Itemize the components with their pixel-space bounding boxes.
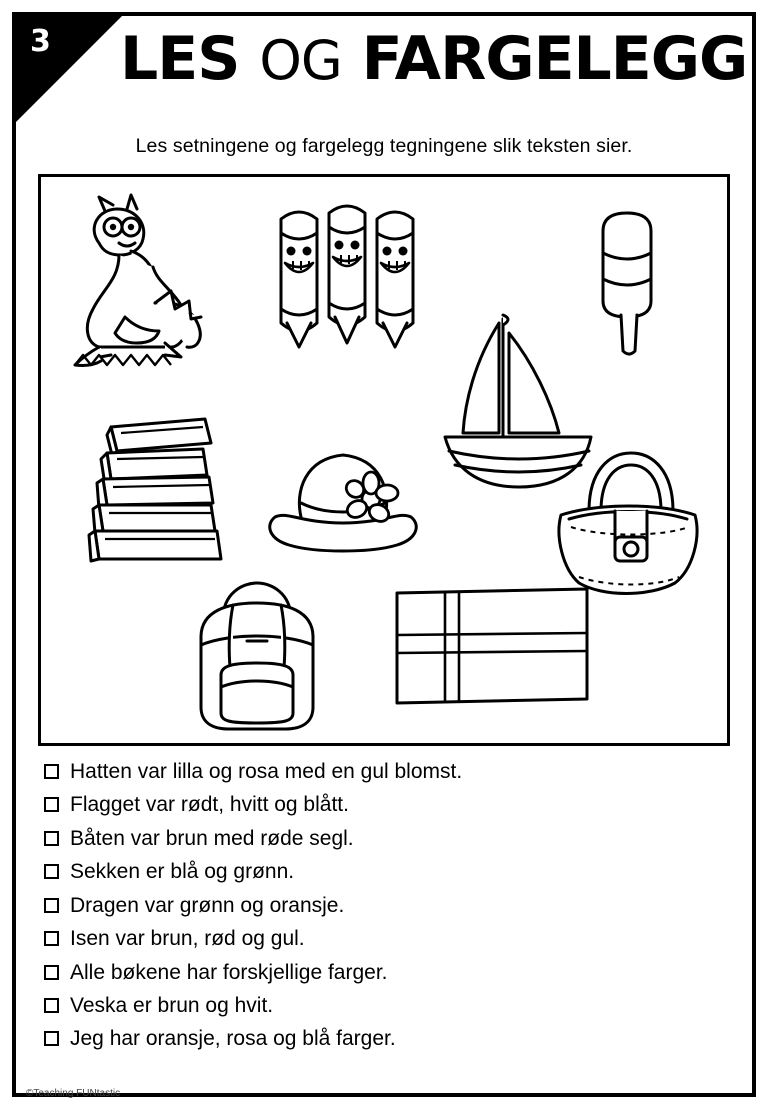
- sentence-text: Hatten var lilla og rosa med en gul blomst.: [70, 760, 463, 783]
- dragon-illustration: [69, 193, 219, 373]
- list-item[interactable]: [44, 858, 744, 886]
- sentence-list: [44, 758, 744, 1059]
- sentence-checkbox[interactable]: [44, 797, 59, 812]
- sentence-text: Sekken er blå og grønn.: [70, 860, 295, 884]
- sentence-text: Alle bøkene har forskjellige farger.: [70, 960, 388, 984]
- sentence-checkbox[interactable]: [44, 864, 59, 879]
- title-word-og: OG: [259, 29, 342, 92]
- title-word-les: LES: [120, 24, 240, 94]
- sentence-text: Isen var brun, rød og gul.: [70, 927, 305, 951]
- list-item[interactable]: [44, 791, 744, 819]
- page-title: [120, 24, 748, 94]
- sentence-checkbox[interactable]: [44, 898, 59, 913]
- sentence-checkbox[interactable]: [44, 764, 59, 779]
- sentence-text: Båten var brun med røde segl.: [70, 826, 354, 850]
- list-item[interactable]: [44, 892, 744, 920]
- copyright-footer: ©Teaching FUNtastic: [26, 1088, 121, 1099]
- flag-illustration: [389, 583, 595, 713]
- sentence-text: Flagget var rødt, hvitt og blått.: [70, 793, 349, 817]
- list-item[interactable]: [44, 925, 744, 953]
- instruction-text: Les setningene og fargelegg tegningene slik teksten sier.: [135, 135, 633, 157]
- handbag-illustration: [543, 441, 707, 605]
- backpack-illustration: [181, 575, 333, 739]
- sentence-text: Veska er brun og hvit.: [70, 993, 274, 1017]
- list-item[interactable]: [44, 959, 744, 987]
- sentence-text: Jeg har oransje, rosa og blå farger.: [70, 1027, 396, 1051]
- page-number: 3: [30, 24, 52, 59]
- hat-illustration: [259, 433, 427, 569]
- list-item[interactable]: [44, 992, 744, 1020]
- list-item[interactable]: [44, 758, 744, 786]
- sentence-text: Dragen var grønn og oransje.: [70, 893, 345, 917]
- title-word-fargelegg: FARGELEGG: [361, 24, 748, 94]
- picture-panel: [38, 174, 730, 746]
- sentence-checkbox[interactable]: [44, 965, 59, 980]
- books-illustration: [77, 413, 247, 573]
- list-item[interactable]: [44, 825, 744, 853]
- list-item[interactable]: [44, 1025, 744, 1053]
- sentence-checkbox[interactable]: [44, 931, 59, 946]
- sentence-checkbox[interactable]: [44, 1031, 59, 1046]
- crayons-illustration: [273, 197, 429, 353]
- sentence-checkbox[interactable]: [44, 998, 59, 1013]
- sentence-checkbox[interactable]: [44, 831, 59, 846]
